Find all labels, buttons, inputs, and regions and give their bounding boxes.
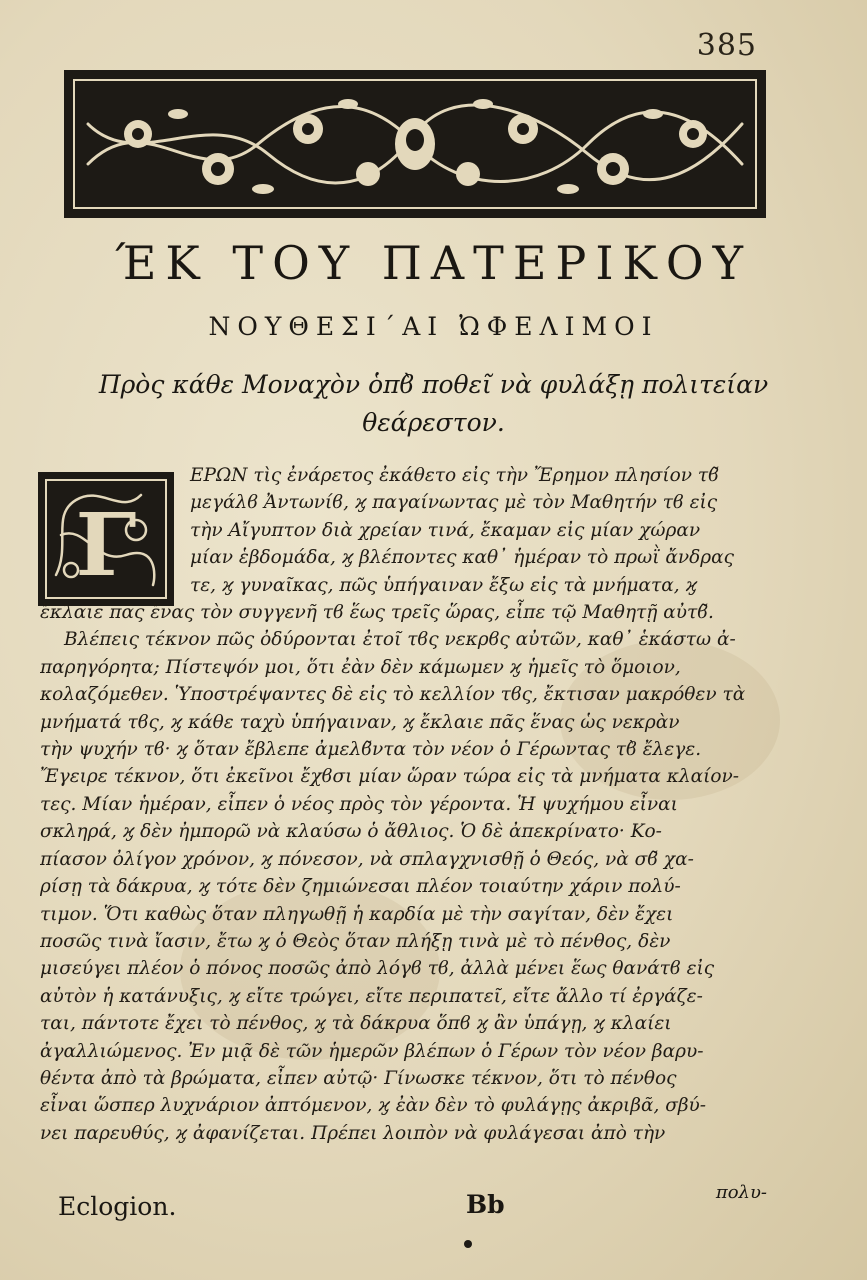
- text-line: ται, πάντοτε ἔχει τὸ πένθος, ϗ τὰ δάκρυα ὅπϐ ϗ ἂν ὑπάγῃ, ϗ κλαίει: [40, 1013, 672, 1035]
- text-line: εἶναι ὥσπερ λυχνάριον ἀπτόμενον, ϗ ἐὰν δὲν τὸ φυλάγῃς ἀκριβᾶ, σβύ-: [40, 1095, 707, 1117]
- page-number: 385: [696, 28, 757, 63]
- text-line: Βλέπεις τέκνον πῶς ὀδύρονται ἐτοῖ τϐς νεκρϐς αὐτῶν, καθ᾽ ἑκάστω ἀ-: [64, 629, 736, 651]
- initial-letter: Γ: [75, 495, 137, 596]
- subtitle: ΝΟΥΘΕΣΙ΄ΑΙ ὨΦΕΛΙΜΟΙ: [208, 312, 659, 341]
- gathering-mark: Bb: [466, 1190, 505, 1219]
- text-line: πίασον ὀλίγον χρόνον, ϗ πόνεσον, νὰ σπλαγχνισθῇ ὁ Θεός, νὰ σϐ̃ χα-: [40, 848, 694, 870]
- text-line: νει παρευθύς, ϗ ἀφανίζεται. Πρέπει λοιπὸν νὰ φυλάγεσαι ἀπὸ τὴν: [40, 1122, 666, 1144]
- signature-mark: Eclogion.: [58, 1192, 177, 1221]
- text-line: τὴν Αἴγυπτον διὰ χρείαν τινά, ἔκαμαν εἰς μίαν χώραν: [190, 519, 701, 541]
- text-line: τες. Μίαν ἡμέραν, εἶπεν ὁ νέος πρὸς τὸν γέροντα. Ἡ ψυχήμου εἶναι: [40, 793, 678, 815]
- text-line: κολαζόμεθεν. Ὑποστρέψαντες δὲ εἰς τὸ κελλίον τϐς, ἔκτισαν μακρόθεν τὰ: [40, 684, 746, 706]
- text-line: μνήματά τϐς, ϗ κάθε ταχὺ ὑπήγαιναν, ϗ ἔκλαιε πᾶς ἕνας ὡς νεκρὰν: [40, 711, 680, 733]
- text-line: ΕΡΩΝ τὶς ἐνάρετος ἐκάθετο εἰς τὴν Ἔρημον πλησίον τϐ̃: [190, 465, 719, 486]
- text-line: τιμον. Ὅτι καθὼς ὅταν πληγωθῇ ἡ καρδία μὲ τὴν σαγίταν, δὲν ἔχει: [40, 903, 674, 925]
- section-heading: Πρὸς κάθε Μοναχὸν ὁπϐ̀ ποθεῖ νὰ φυλάξῃ πολιτείαν θεάρεστον.: [98, 370, 769, 437]
- headpiece-ornament-image: [68, 74, 762, 214]
- text-line: αὐτὸν ἡ κατάνυξις, ϗ εἴτε τρώγει, εἴτε περιπατεῖ, εἴτε ἄλλο τί ἐργάζε-: [40, 985, 703, 1007]
- floral-headpiece-ornament: [64, 70, 766, 218]
- text-line: Ἔγειρε τέκνον, ὅτι ἐκεῖνοι ἔχϐσι μίαν ὥραν τώρα εἰς τὰ μνήματα κλαίον-: [40, 766, 739, 788]
- text-line: μισεύγει πλέον ὁ πόνος ποσῶς ἀπὸ λόγϐ τϐ, ἀλλὰ μένει ἕως θανάτϐ εἰς: [40, 958, 715, 980]
- main-title: ΈΚ ΤΟΥ ΠΑΤΕΡΙΚΟΥ: [115, 236, 752, 290]
- body-text: [40, 462, 830, 1147]
- text-line: ποσῶς τινὰ ἴασιν, ἔτω ϗ ὁ Θεὸς ὅταν πλήξῃ τινὰ μὲ τὸ πένθος, δὲν: [40, 930, 671, 952]
- text-line: τὴν ψυχήν τϐ· ϗ ὅταν ἔβλεπε ἀμελϐ̃ντα τὸν νέον ὁ Γέρωντας τϐ̀ ἔλεγε.: [40, 739, 702, 761]
- ink-dot: [464, 1240, 472, 1248]
- text-line: θέντα ἀπὸ τὰ βρώματα, εἶπεν αὐτῷ· Γίνωσκε τέκνον, ὅτι τὸ πένθος: [40, 1067, 677, 1089]
- text-line: παρηγόρητα; Πίστεψόν μοι, ὅτι ἐὰν δὲν κάμωμεν ϗ ἡμεῖς τὸ ὅμοιον,: [40, 656, 681, 678]
- text-line: μίαν ἑβδομάδα, ϗ βλέποντες καθ᾽ ἡμέραν τὸ πρωῒ ἄνδρας: [190, 547, 734, 569]
- text-line: ἔκλαιε πᾶς ἕνας τὸν συγγενῆ τϐ ἕως τρεῖς ὥρας, εἶπε τῷ Μαθητῇ αὐτϐ̃.: [40, 602, 714, 624]
- text-line: τε, ϗ γυναῖκας, πῶς ὑπήγαιναν ἔξω εἰς τὰ μνήματα, ϗ: [190, 574, 698, 596]
- text-line: ρίσῃ τὰ δάκρυα, ϗ τότε δὲν ζημιώνεσαι πλέον τοιαύτην χάριν πολύ-: [40, 876, 681, 898]
- text-line: ἀγαλλιώμενος. Ἐν μιᾷ δὲ τῶν ἡμερῶν βλέπων ὁ Γέρων τὸν νέον βαρυ-: [40, 1040, 704, 1062]
- text-line: μεγάλϐ Ἀντωνίϐ, ϗ παγαίνωντας μὲ τὸν Μαθητήν τϐ εἰς: [190, 492, 718, 514]
- text-line: σκληρά, ϗ δὲν ἠμπορῶ νὰ κλαύσω ὁ ἄθλιος. Ὁ δὲ ἀπεκρίνατο· Κο-: [40, 821, 662, 843]
- page-footer: [58, 1182, 767, 1228]
- catchword: πολυ-: [715, 1182, 767, 1203]
